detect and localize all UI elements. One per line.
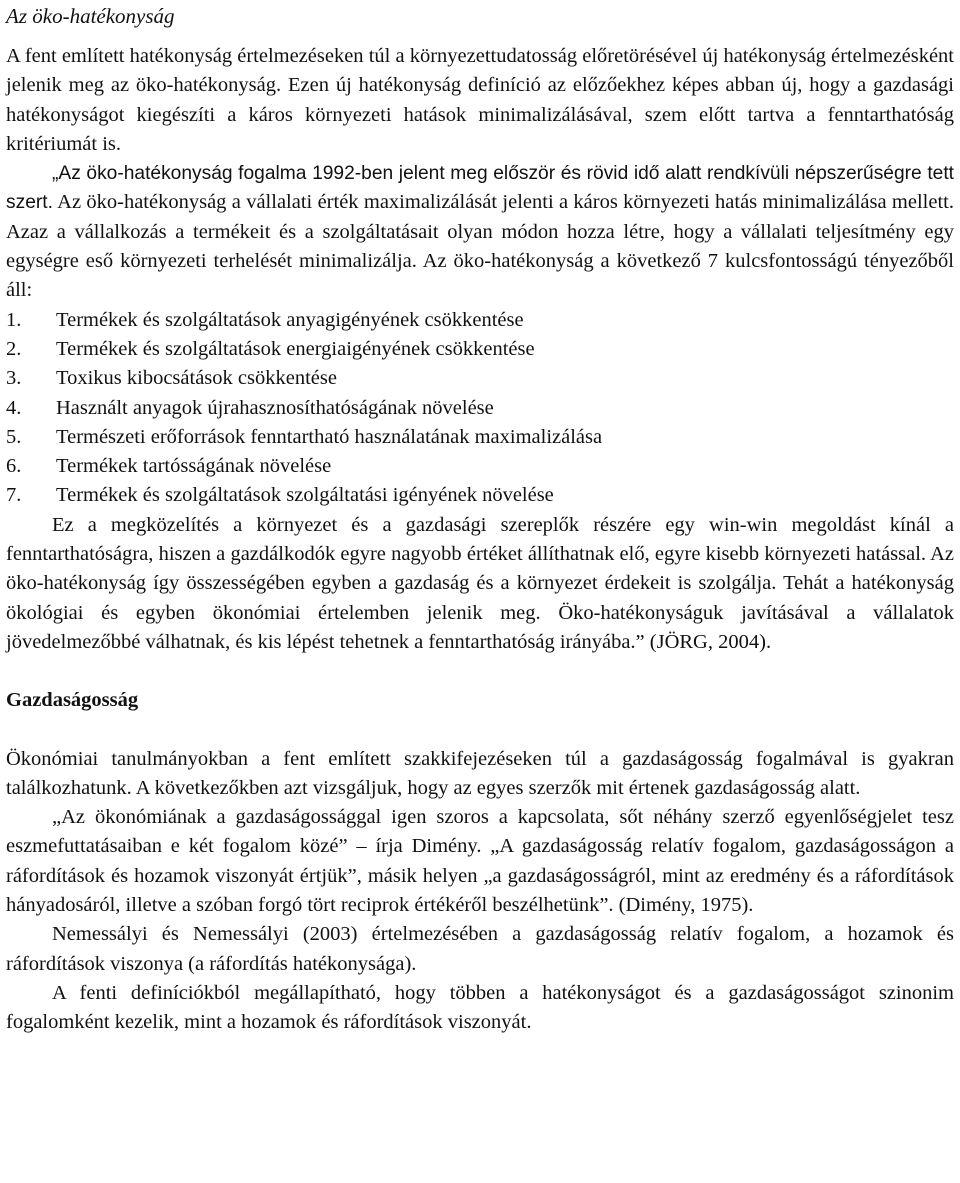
list-number: 1. [6, 308, 22, 331]
gazdasagossag-paragraph-1: Ökonómiai tanulmányokban a fent említett szakkifejezéseken túl a gazdaságosság fogalmával is gyakran találkozhatunk. A következőkben azt vizsgáljuk, hogy az egyes szerzők mit értenek gazdaságosság alatt. [6, 747, 954, 799]
list-item [6, 394, 954, 423]
list-item [6, 335, 954, 364]
list-number: 7. [6, 484, 22, 507]
quote-continuation: Az öko-hatékonyság a vállalati érték maximalizálását jelenti a káros környezeti hatás minimalizálása mellett. Azaz a vállalkozás a termékeit és a szolgáltatásait olyan módon hozza létre, hogy a vállalati teljesítmény egy egységre eső környezeti terhelését minimalizálja. Az öko-hatékonyság a következő 7 kulcsfontosságú tényezőből áll: [6, 191, 954, 302]
list-item [6, 364, 954, 393]
list-item [6, 452, 954, 481]
list-text: Termékek tartósságának növelése [56, 455, 332, 478]
section-title-oko-hatekonysag: Az öko-hatékonyság [6, 4, 175, 28]
section-spacer [6, 716, 954, 745]
quote-opening-sentence: „Az öko-hatékonyság fogalma 1992-ben jelent meg először és rövid idő alatt rendkívüli népszerűségre tett szert. [6, 163, 954, 214]
intro-paragraph: A fent említett hatékonyság értelmezéseken túl a környezettudatosság előretörésével új hatékonyság értelmezésként jelenik meg az öko-hatékonyság. Ezen új hatékonyság definíció az előzőekhez képes abban új, hogy a gazdasági hatékonyságot kiegészíti a káros környezeti hatások minimalizálásával, szem előtt tartva a fenntarthatóság kritériumát is. [6, 45, 954, 155]
gazdasagossag-paragraph-3: Nemessályi és Nemessályi (2003) értelmezésében a gazdaságosság relatív fogalom, a hozamok és ráfordítások viszonya (a ráfordítás hatékonysága). [6, 923, 954, 975]
list-text: Használt anyagok újrahasznosíthatóságának növelése [56, 396, 494, 419]
factor-list [6, 306, 954, 511]
gazdasagossag-paragraph-4: A fenti definíciókból megállapítható, hogy többen a hatékonyságot és a gazdaságosságot szinonim fogalomként kezelik, mint a hozamok és ráfordítások viszonyát. [6, 981, 954, 1034]
list-item [6, 306, 954, 335]
list-text: Termékek és szolgáltatások energiaigényének csökkentése [56, 337, 535, 360]
list-number: 5. [6, 425, 22, 448]
quote-paragraph [6, 159, 954, 305]
list-text: Toxikus kibocsátások csökkentése [56, 367, 337, 390]
document-page [6, 0, 954, 1038]
list-text: Termékek és szolgáltatások anyagigényének csökkentése [56, 308, 524, 331]
list-item [6, 481, 954, 510]
list-number: 2. [6, 337, 22, 360]
section-title-gazdasagossag: Gazdaságosság [6, 689, 139, 712]
list-item [6, 423, 954, 452]
closing-paragraph: Ez a megközelítés a környezet és a gazdasági szereplők részére egy win-win megoldást kínál a fenntarthatóságra, hiszen a gazdálkodók egyre nagyobb értéket állíthatnak elő, egyre kisebb környezeti hatással. Az öko-hatékonyság így összességében egyben a gazdaság és a környezet érdekeit is szolgálja. Tehát a hatékonyság ökológiai és egyben ökonómiai értelemben jelenik meg. Öko-hatékonyságuk javításával a vállalatok jövedelmezőbbé válhatnak, és kis lépést tehetnek a fenntarthatóság irányába.” (JÖRG, 2004). [6, 513, 954, 653]
list-number: 3. [6, 367, 22, 390]
list-number: 6. [6, 455, 22, 478]
list-text: Termékek és szolgáltatások szolgáltatási igényének növelése [56, 484, 554, 507]
list-text: Természeti erőforrások fenntartható használatának maximalizálása [56, 425, 603, 448]
section-spacer [6, 657, 954, 686]
gazdasagossag-paragraph-2: „Az ökonómiának a gazdaságossággal igen szoros a kapcsolata, sőt néhány szerző egyenlőségjelet tesz eszmefuttatásaiban e két fogalom közé” – írja Dimény. „A gazdaságosság relatív fogalom, gazdaságosságon a ráfordítások és hozamok viszonyát értjük”, másik helyen „a gazdaságosságról, mint az eredmény és a ráfordítások hányadosáról, illetve a szóban forgó tört reciprok értékéről beszélhetünk”. (Dimény, 1975). [6, 806, 954, 917]
list-number: 4. [6, 396, 22, 419]
